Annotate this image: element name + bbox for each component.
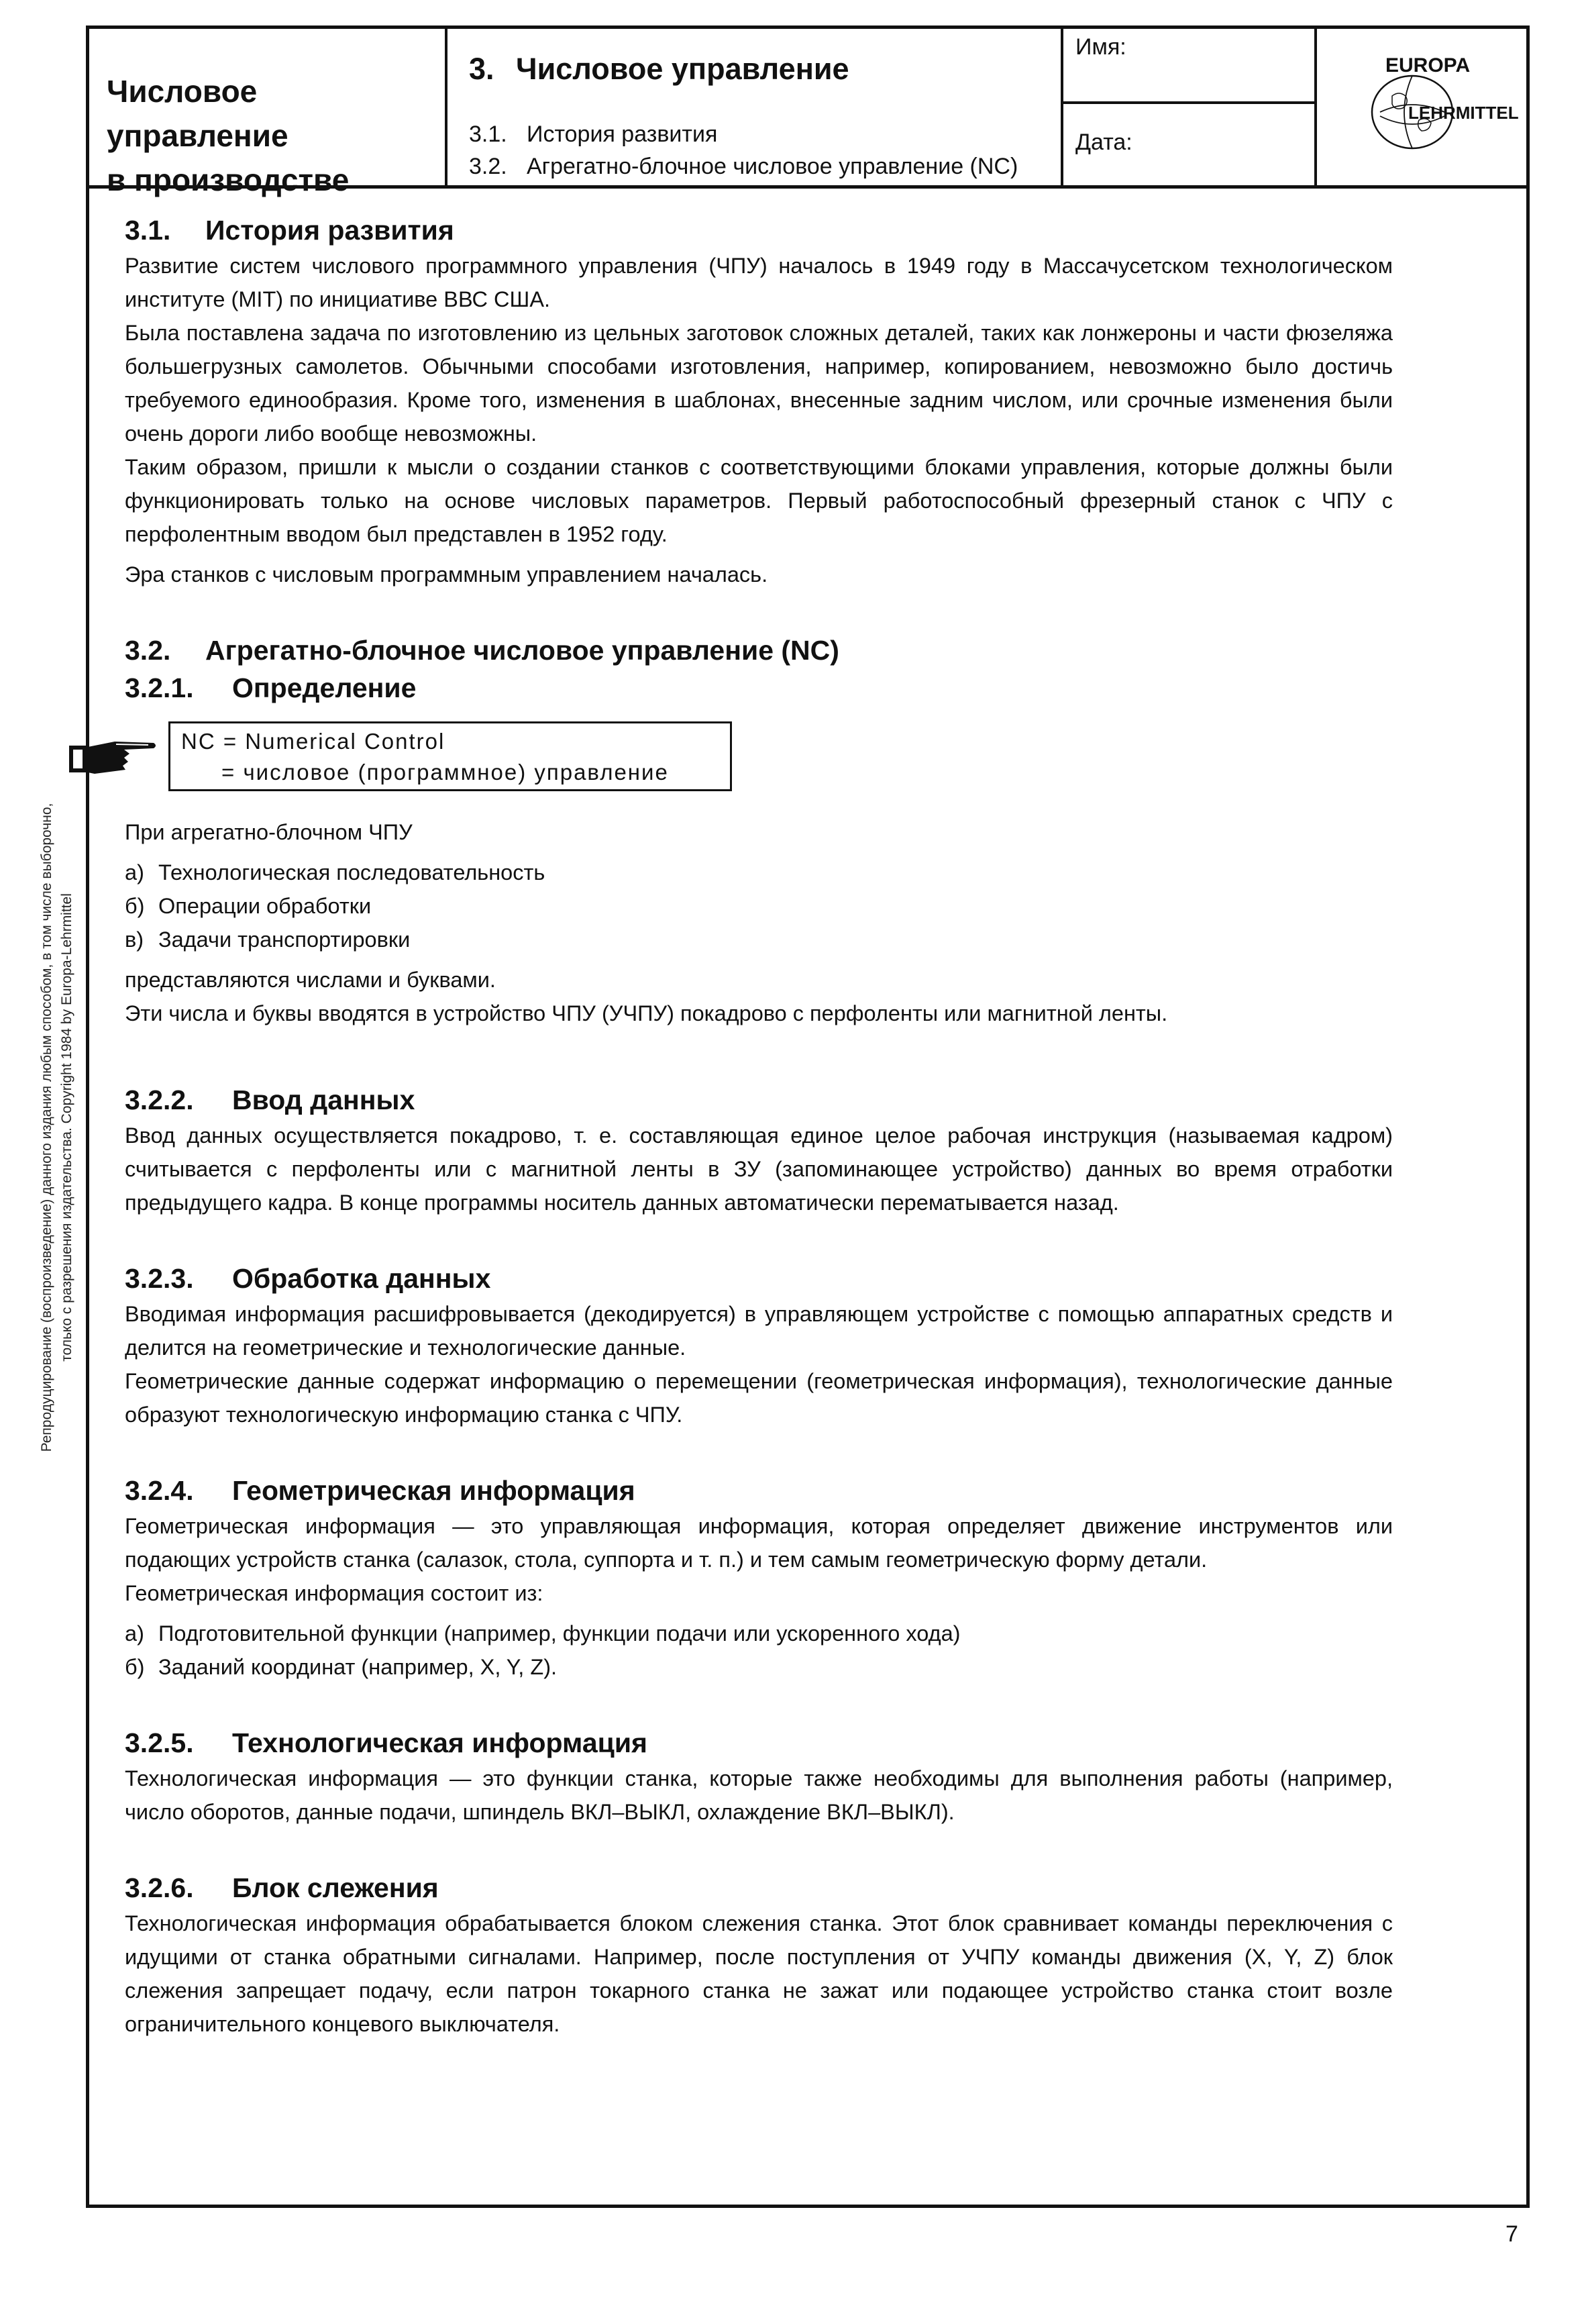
subsection-heading [125, 1260, 1393, 1297]
section-heading [125, 211, 1393, 249]
logo-text-lehrmittel: LEHRMITTEL [1408, 103, 1519, 123]
chapter-number: 3. [469, 52, 494, 86]
side-note-line: Репродуцирование (воспроизведение) данного издания любым способом, в том числе выборочно, [39, 803, 54, 1452]
name-field[interactable] [1063, 29, 1314, 104]
section-3-2 [125, 631, 1393, 1030]
list-marker: б) [125, 894, 145, 918]
list-text: Операции обработки [158, 894, 372, 918]
definition-line: NC = Numerical Control [181, 729, 445, 754]
toc-title: Агрегатно-блочное числовое управление (NC) [527, 154, 1018, 179]
chapter-cell [447, 29, 1063, 185]
chapter-title [469, 52, 849, 87]
section-heading [125, 631, 1393, 669]
toc-title: История развития [527, 121, 718, 147]
subsection-heading [125, 1081, 1393, 1119]
list-text: Технологическая последовательность [158, 860, 545, 885]
list-marker: б) [125, 1655, 145, 1679]
list-item [125, 856, 1393, 889]
section-number: 3.2. [125, 635, 171, 666]
paragraph: Технологическая информация — это функции станка, которые также необходимы для выполнения работы (например, число оборотов, данные подачи, шпиндель ВКЛ–ВЫКЛ, охлаждение ВКЛ–ВЫКЛ). [125, 1766, 1393, 1824]
section-title: Обработка данных [232, 1263, 491, 1294]
list-item [125, 1617, 1393, 1650]
subsection-heading [125, 1724, 1393, 1762]
section-number: 3.1. [125, 215, 171, 246]
date-field[interactable] [1063, 104, 1314, 185]
toc-item [469, 121, 717, 148]
list-item [125, 1650, 1393, 1684]
paragraph: Технологическая информация обрабатывается блоком слежения станка. Этот блок сравнивает команды переключения с идущими от станка обратными сигналами. Например, после поступления от УЧПУ команды движения (X, Y, Z) блок слежения запрещает подачу, если патрон токарного станка не зажат или подающее устройство станка стоит возле ограничительного концевого выключателя. [125, 1911, 1393, 2036]
list-marker: в) [125, 927, 144, 952]
section-number: 3.2.5. [125, 1727, 194, 1758]
section-title: Геометрическая информация [232, 1475, 635, 1506]
europa-lehrmittel-logo [1338, 50, 1519, 161]
side-note-line: только с разрешения издательства. Copyright 1984 by Europa-Lehrmittel [59, 893, 74, 1362]
section-number: 3.2.3. [125, 1263, 194, 1294]
section-number: 3.2.2. [125, 1084, 194, 1115]
paragraph: Вводимая информация расшифровывается (декодируется) в управляющем устройстве с помощью аппаратных средств и делится на геометрические и технологические данные. [125, 1302, 1393, 1360]
section-3-2-4 [125, 1472, 1393, 1684]
page-content [125, 211, 1393, 2041]
paragraph: Развитие систем числового программного управления (ЧПУ) началось в 1949 году в Массачусетском технологическом институте (MIT) по инициативе ВВС США. [125, 254, 1393, 311]
paragraph: Геометрическая информация состоит из: [125, 1581, 543, 1605]
list-text: Задачи транспортировки [158, 927, 411, 952]
name-label: Имя: [1075, 34, 1126, 60]
section-title: Ввод данных [232, 1084, 415, 1115]
subject-cell [89, 29, 447, 197]
toc-number: 3.1. [469, 121, 507, 147]
name-date-cell [1063, 29, 1317, 185]
toc-number: 3.2. [469, 154, 507, 179]
list-text: Заданий координат (например, X, Y, Z). [158, 1655, 558, 1679]
page-number: 7 [1505, 2221, 1518, 2247]
toc-item [469, 154, 1018, 180]
pointing-hand-icon [68, 735, 158, 775]
section-number: 3.2.4. [125, 1475, 194, 1506]
date-label: Дата: [1075, 130, 1132, 155]
definition-row [125, 721, 1393, 807]
list-marker: а) [125, 860, 144, 885]
definition-box [168, 721, 732, 791]
list-text: Подготовительной функции (например, функции подачи или ускоренного хода) [158, 1621, 961, 1646]
chapter-title-text: Числовое управление [516, 52, 849, 86]
paragraph: Геометрическая информация — это управляющая информация, которая определяет движение инструментов или подающих устройств станка (салазок, стола, суппорта и т. п.) и тем самым геометрическую форму детали. [125, 1514, 1393, 1572]
definition-line: = числовое (программное) управление [221, 760, 669, 785]
section-title: Технологическая информация [232, 1727, 647, 1758]
section-3-2-6 [125, 1869, 1393, 2041]
logo-text-europa: EUROPA [1385, 54, 1471, 77]
section-3-2-3 [125, 1260, 1393, 1431]
section-3-1 [125, 211, 1393, 591]
list-marker: а) [125, 1621, 144, 1646]
subsection-heading [125, 1869, 1393, 1907]
section-3-2-5 [125, 1724, 1393, 1829]
section-number: 3.2.1. [125, 672, 194, 703]
section-title: Агрегатно-блочное числовое управление (NC) [205, 635, 839, 666]
paragraph: Эти числа и буквы вводятся в устройство ЧПУ (УЧПУ) покадрово с перфоленты или магнитной ленты. [125, 1001, 1168, 1025]
paragraph: представляются числами и буквами. [125, 968, 496, 992]
section-title: История развития [205, 215, 454, 246]
subsection-heading [125, 1472, 1393, 1509]
logo-cell [1317, 29, 1526, 185]
paragraph: При агрегатно-блочном ЧПУ [125, 820, 413, 844]
section-title: Блок слежения [232, 1872, 439, 1903]
subject-title [107, 69, 445, 202]
list-item [125, 923, 1393, 956]
paragraph: Эра станков с числовым программным управлением началась. [125, 562, 768, 587]
page-header [89, 29, 1526, 197]
subsection-heading [125, 669, 1393, 707]
paragraph: Была поставлена задача по изготовлению из цельных заготовок сложных деталей, таких как лонжероны и части фюзеляжа большегрузных самолетов. Обычными способами изготовления, например, копированием, невозможно было достичь требуемого единообразия. Кроме того, изменения в шаблонах, внесенные задним числом, или срочные изменения были очень дороги либо вообще невозможны. [125, 321, 1393, 446]
section-number: 3.2.6. [125, 1872, 194, 1903]
paragraph: Ввод данных осуществляется покадрово, т. е. составляющая единое целое рабочая инструкция (называемая кадром) считывается с перфоленты или с магнитной ленты в ЗУ (запоминающее устройство) данных во время отработки предыдущего кадра. В конце программы носитель данных автоматически перематывается назад. [125, 1123, 1393, 1215]
section-3-2-2 [125, 1081, 1393, 1219]
list-item [125, 889, 1393, 923]
subject-line-1: Числовое управление [107, 74, 288, 153]
subject-line-2: в производстве [107, 162, 350, 197]
copyright-side-note [37, 758, 80, 1497]
paragraph: Таким образом, пришли к мысли о создании станков с соответствующими блоками управления, которые должны были функционировать только на основе числовых параметров. Первый работоспособный фрезерный станок с ЧПУ с перфолентным вводом был представлен в 1952 году. [125, 455, 1393, 546]
paragraph: Геометрические данные содержат информацию о перемещении (геометрическая информация), технологические данные образуют технологическую информацию станка с ЧПУ. [125, 1369, 1393, 1427]
section-title: Определение [232, 672, 417, 703]
